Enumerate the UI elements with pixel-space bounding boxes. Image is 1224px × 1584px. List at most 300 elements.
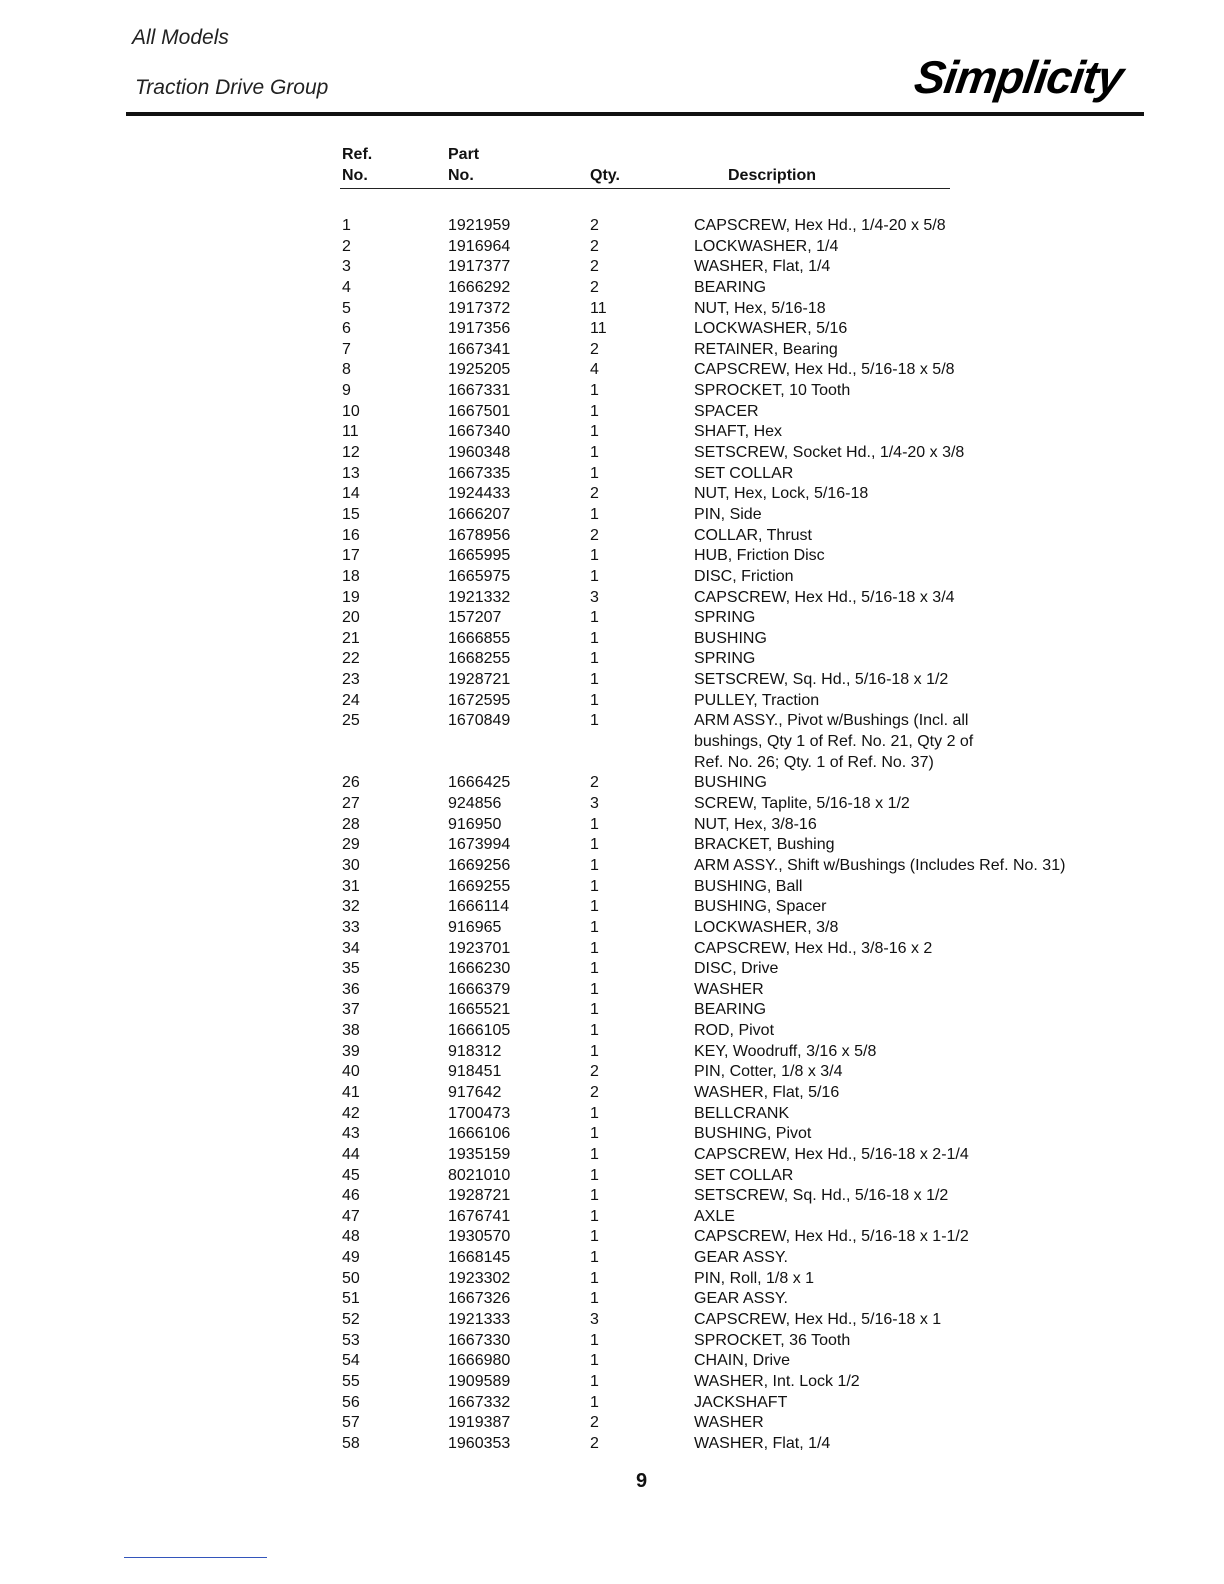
description-cell: BRACKET, Bushing xyxy=(694,836,835,854)
table-row xyxy=(0,608,1224,629)
ref-cell: 7 xyxy=(342,340,351,358)
qty-cell: 2 xyxy=(590,1414,599,1432)
ref-cell: 48 xyxy=(342,1228,360,1246)
table-row xyxy=(0,1166,1224,1187)
description-cell: WASHER, Int. Lock 1/2 xyxy=(694,1372,860,1390)
part-number-cell: 1666106 xyxy=(448,1125,511,1143)
ref-cell: 4 xyxy=(342,278,351,296)
table-row xyxy=(0,278,1224,299)
table-row xyxy=(0,1248,1224,1269)
part-number-cell: 1921333 xyxy=(448,1311,511,1329)
description-cell: SPRING xyxy=(694,609,756,627)
description-cell: BUSHING, Spacer xyxy=(694,898,827,916)
ref-cell: 20 xyxy=(342,609,360,627)
part-number-cell: 1921959 xyxy=(448,217,511,234)
ref-cell: 10 xyxy=(342,402,360,420)
description-cell: SET COLLAR xyxy=(694,1166,794,1184)
table-row xyxy=(0,1021,1224,1042)
part-number-cell: 916965 xyxy=(448,918,502,936)
ref-cell: 41 xyxy=(342,1083,360,1101)
description-cell: SET COLLAR xyxy=(694,464,794,482)
description-cell: WASHER, Flat, 5/16 xyxy=(694,1083,840,1101)
table-row xyxy=(0,546,1224,567)
qty-cell: 1 xyxy=(590,1207,599,1225)
ref-cell: 34 xyxy=(342,939,360,957)
ref-cell: 39 xyxy=(342,1042,360,1060)
description-cell: NUT, Hex, Lock, 5/16-18 xyxy=(694,485,869,503)
part-number-cell: 1928721 xyxy=(448,1187,511,1205)
part-number-cell: 1666230 xyxy=(448,960,511,978)
part-number-cell: 1667341 xyxy=(448,340,511,358)
part-number-cell: 1665995 xyxy=(448,547,511,565)
table-row xyxy=(0,629,1224,650)
part-number-cell: 1923701 xyxy=(448,939,511,957)
part-number-cell: 1928721 xyxy=(448,671,511,689)
description-cell: WASHER, Flat, 1/4 xyxy=(694,258,831,276)
description-cell: SCREW, Taplite, 5/16-18 x 1/2 xyxy=(694,795,910,813)
description-cell: SETSCREW, Socket Hd., 1/4-20 x 3/8 xyxy=(694,444,965,462)
ref-cell: 18 xyxy=(342,567,360,585)
description-cell: PIN, Cotter, 1/8 x 3/4 xyxy=(694,1063,843,1081)
column-header-ref-line2: No. xyxy=(342,167,368,184)
qty-cell: 1 xyxy=(590,856,599,874)
ref-cell: 22 xyxy=(342,650,360,668)
part-number-cell: 1676741 xyxy=(448,1207,511,1225)
ref-cell: 14 xyxy=(342,485,360,503)
qty-cell: 1 xyxy=(590,1022,599,1040)
description-cell: BELLCRANK xyxy=(694,1104,790,1122)
part-number-cell: 1916964 xyxy=(448,237,511,255)
table-row xyxy=(0,1434,1224,1455)
description-cell: PULLEY, Traction xyxy=(694,691,820,709)
ref-cell: 24 xyxy=(342,691,360,709)
table-row xyxy=(0,1042,1224,1063)
brand-logo: Simplicity xyxy=(911,51,1126,103)
description-cell: CHAIN, Drive xyxy=(694,1352,791,1370)
ref-cell: 8 xyxy=(342,361,351,379)
qty-cell: 1 xyxy=(590,464,599,482)
qty-cell: 1 xyxy=(590,1125,599,1143)
description-cell: LOCKWASHER, 5/16 xyxy=(694,320,848,338)
ref-cell: 3 xyxy=(342,258,351,276)
table-row xyxy=(0,1207,1224,1228)
part-number-cell: 1667501 xyxy=(448,402,511,420)
qty-cell: 1 xyxy=(590,1372,599,1390)
part-number-cell: 1673994 xyxy=(448,836,511,854)
part-number-cell: 1919387 xyxy=(448,1414,511,1432)
table-row xyxy=(0,1062,1224,1083)
description-cell: RETAINER, Bearing xyxy=(694,340,838,358)
table-row xyxy=(0,856,1224,877)
ref-cell: 17 xyxy=(342,547,360,565)
part-number-cell: 916950 xyxy=(448,815,502,833)
qty-cell: 1 xyxy=(590,444,599,462)
description-cell: HUB, Friction Disc xyxy=(694,547,825,565)
ref-cell: 51 xyxy=(342,1290,360,1308)
ref-cell: 52 xyxy=(342,1311,360,1329)
description-cell: WASHER, Flat, 1/4 xyxy=(694,1434,831,1452)
table-row xyxy=(0,360,1224,381)
section-title: Traction Drive Group xyxy=(135,76,329,99)
ref-cell: 33 xyxy=(342,918,360,936)
ref-cell: 50 xyxy=(342,1269,360,1287)
qty-cell: 1 xyxy=(590,609,599,627)
qty-cell: 1 xyxy=(590,1331,599,1349)
part-number-cell: 1960348 xyxy=(448,444,511,462)
part-number-cell: 1925205 xyxy=(448,361,511,379)
description-cell: DISC, Drive xyxy=(694,960,779,978)
ref-cell: 26 xyxy=(342,774,360,792)
ref-cell: 44 xyxy=(342,1145,360,1163)
qty-cell: 1 xyxy=(590,382,599,400)
qty-cell: 1 xyxy=(590,423,599,441)
description-cell: BEARING xyxy=(694,1001,767,1019)
qty-cell: 3 xyxy=(590,1311,599,1329)
description-cell: BUSHING xyxy=(694,629,767,647)
table-row xyxy=(0,939,1224,960)
ref-cell: 13 xyxy=(342,464,360,482)
part-number-cell: 1930570 xyxy=(448,1228,511,1246)
qty-cell: 1 xyxy=(590,1249,599,1267)
footer-rule xyxy=(124,1557,267,1558)
description-cell: SPACER xyxy=(694,402,759,420)
table-row xyxy=(0,381,1224,402)
qty-cell: 1 xyxy=(590,918,599,936)
description-cell: BUSHING, Pivot xyxy=(694,1125,812,1143)
part-number-cell: 1667331 xyxy=(448,382,511,400)
page-number: 9 xyxy=(636,1470,648,1492)
description-cell: GEAR ASSY. xyxy=(694,1249,788,1267)
part-number-cell: 1667335 xyxy=(448,464,511,482)
table-row xyxy=(0,959,1224,980)
table-row xyxy=(0,216,1224,237)
ref-cell: 53 xyxy=(342,1331,360,1349)
ref-cell: 1 xyxy=(342,217,351,234)
table-row xyxy=(0,340,1224,361)
qty-cell: 1 xyxy=(590,1269,599,1287)
description-cell: SETSCREW, Sq. Hd., 5/16-18 x 1/2 xyxy=(694,1187,949,1205)
ref-cell: 49 xyxy=(342,1249,360,1267)
ref-cell: 47 xyxy=(342,1207,360,1225)
qty-cell: 1 xyxy=(590,1001,599,1019)
part-number-cell: 1909589 xyxy=(448,1372,511,1390)
qty-cell: 3 xyxy=(590,588,599,606)
part-number-cell: 1670849 xyxy=(448,712,511,730)
description-cell: CAPSCREW, Hex Hd., 5/16-18 x 3/4 xyxy=(694,588,955,606)
part-number-cell: 1924433 xyxy=(448,485,511,503)
description-cell: SHAFT, Hex xyxy=(694,423,783,441)
description-cell: SETSCREW, Sq. Hd., 5/16-18 x 1/2 xyxy=(694,671,949,689)
ref-cell: 19 xyxy=(342,588,360,606)
column-header-part xyxy=(448,144,479,186)
ref-cell: 16 xyxy=(342,526,360,544)
table-row xyxy=(0,402,1224,423)
part-number-cell: 1923302 xyxy=(448,1269,511,1287)
table-row xyxy=(0,815,1224,836)
description-cell: BUSHING xyxy=(694,774,767,792)
part-number-cell: 1666292 xyxy=(448,278,511,296)
part-number-cell: 924856 xyxy=(448,795,502,813)
table-row xyxy=(0,1372,1224,1393)
qty-cell: 1 xyxy=(590,898,599,916)
qty-cell: 1 xyxy=(590,1228,599,1246)
ref-cell: 35 xyxy=(342,960,360,978)
column-header-part-line1: Part xyxy=(448,146,480,163)
description-cell: NUT, Hex, 5/16-18 xyxy=(694,299,826,317)
qty-cell: 1 xyxy=(590,1393,599,1411)
qty-cell: 2 xyxy=(590,258,599,276)
part-number-cell: 157207 xyxy=(448,609,502,627)
ref-cell: 30 xyxy=(342,856,360,874)
table-row xyxy=(0,897,1224,918)
part-number-cell: 8021010 xyxy=(448,1166,511,1184)
part-number-cell: 1700473 xyxy=(448,1104,511,1122)
part-number-cell: 1665521 xyxy=(448,1001,511,1019)
part-number-cell: 1666114 xyxy=(448,898,510,916)
table-row xyxy=(0,877,1224,898)
table-row xyxy=(0,1104,1224,1125)
part-number-cell: 1935159 xyxy=(448,1145,511,1163)
qty-cell: 2 xyxy=(590,485,599,503)
table-row xyxy=(0,918,1224,939)
qty-cell: 4 xyxy=(590,361,599,379)
table-row xyxy=(0,1413,1224,1434)
table-row xyxy=(0,1083,1224,1104)
column-header-qty: Qty. xyxy=(590,167,620,184)
ref-cell: 25 xyxy=(342,712,360,730)
qty-cell: 1 xyxy=(590,567,599,585)
part-number-cell: 1666980 xyxy=(448,1352,511,1370)
qty-cell: 2 xyxy=(590,1083,599,1101)
ref-cell: 11 xyxy=(342,423,359,441)
part-number-cell: 1917356 xyxy=(448,320,511,338)
qty-cell: 1 xyxy=(590,712,599,730)
part-number-cell: 1666379 xyxy=(448,980,511,998)
description-cell: LOCKWASHER, 1/4 xyxy=(694,237,839,255)
ref-cell: 45 xyxy=(342,1166,360,1184)
ref-cell: 29 xyxy=(342,836,360,854)
table-row xyxy=(0,237,1224,258)
qty-cell: 1 xyxy=(590,650,599,668)
part-number-cell: 1667332 xyxy=(448,1393,511,1411)
column-header-rule xyxy=(340,188,950,189)
part-number-cell: 1666855 xyxy=(448,629,511,647)
ref-cell: 31 xyxy=(342,877,360,895)
column-header-ref-line1: Ref. xyxy=(342,146,373,163)
ref-cell: 27 xyxy=(342,795,360,813)
qty-cell: 11 xyxy=(590,320,607,338)
ref-cell: 12 xyxy=(342,444,360,462)
table-row xyxy=(0,691,1224,712)
qty-cell: 1 xyxy=(590,1352,599,1370)
ref-cell: 9 xyxy=(342,382,351,400)
ref-cell: 2 xyxy=(342,237,351,255)
table-row xyxy=(0,1145,1224,1166)
ref-cell: 56 xyxy=(342,1393,360,1411)
ref-cell: 37 xyxy=(342,1001,360,1019)
description-cell: ARM ASSY., Pivot w/Bushings (Incl. all bushings, Qty 1 of Ref. No. 21, Qty 2 of Ref. No. 26; Qty. 1 of Ref. No. 37) xyxy=(694,712,974,771)
part-number-cell: 1667326 xyxy=(448,1290,511,1308)
qty-cell: 2 xyxy=(590,340,599,358)
qty-cell: 2 xyxy=(590,217,599,234)
table-row xyxy=(0,1331,1224,1352)
ref-cell: 54 xyxy=(342,1352,360,1370)
table-row xyxy=(0,794,1224,815)
description-cell: BUSHING, Ball xyxy=(694,877,803,895)
description-cell: COLLAR, Thrust xyxy=(694,526,812,544)
ref-cell: 42 xyxy=(342,1104,360,1122)
ref-cell: 40 xyxy=(342,1063,360,1081)
description-cell: CAPSCREW, Hex Hd., 5/16-18 x 2-1/4 xyxy=(694,1145,969,1163)
description-cell: SPROCKET, 36 Tooth xyxy=(694,1331,851,1349)
description-cell: WASHER xyxy=(694,1414,764,1432)
part-number-cell: 1917377 xyxy=(448,258,511,276)
description-cell: ARM ASSY., Shift w/Bushings (Includes Ref. No. 31) xyxy=(694,856,1066,874)
qty-cell: 1 xyxy=(590,671,599,689)
part-number-cell: 918312 xyxy=(448,1042,502,1060)
qty-cell: 2 xyxy=(590,237,599,255)
table-row xyxy=(0,526,1224,547)
column-header-description: Description xyxy=(728,167,817,184)
description-cell: SPRING xyxy=(694,650,756,668)
table-row xyxy=(0,1000,1224,1021)
ref-cell: 32 xyxy=(342,898,360,916)
table-row xyxy=(0,257,1224,278)
table-row xyxy=(0,1227,1224,1248)
table-row xyxy=(0,835,1224,856)
description-cell: CAPSCREW, Hex Hd., 5/16-18 x 5/8 xyxy=(694,361,955,379)
qty-cell: 11 xyxy=(590,299,607,317)
table-row xyxy=(0,1269,1224,1290)
description-cell: BEARING xyxy=(694,278,767,296)
description-cell: KEY, Woodruff, 3/16 x 5/8 xyxy=(694,1042,877,1060)
part-number-cell: 1666425 xyxy=(448,774,511,792)
description-cell: GEAR ASSY. xyxy=(694,1290,788,1308)
part-number-cell: 1668255 xyxy=(448,650,511,668)
qty-cell: 1 xyxy=(590,815,599,833)
ref-cell: 55 xyxy=(342,1372,360,1390)
ref-cell: 23 xyxy=(342,671,360,689)
part-number-cell: 1667330 xyxy=(448,1331,511,1349)
part-number-cell: 918451 xyxy=(448,1063,502,1081)
description-cell: CAPSCREW, Hex Hd., 3/8-16 x 2 xyxy=(694,939,933,957)
part-number-cell: 1678956 xyxy=(448,526,511,544)
models-label: All Models xyxy=(132,26,229,49)
qty-cell: 2 xyxy=(590,774,599,792)
qty-cell: 1 xyxy=(590,547,599,565)
part-number-cell: 1666207 xyxy=(448,505,511,523)
part-number-cell: 1917372 xyxy=(448,299,511,317)
qty-cell: 1 xyxy=(590,1166,599,1184)
table-row xyxy=(0,299,1224,320)
qty-cell: 2 xyxy=(590,526,599,544)
table-row xyxy=(0,649,1224,670)
table-row xyxy=(0,567,1224,588)
part-number-cell: 917642 xyxy=(448,1083,502,1101)
ref-cell: 6 xyxy=(342,320,351,338)
table-row xyxy=(0,1393,1224,1414)
part-number-cell: 1665975 xyxy=(448,567,511,585)
part-number-cell: 1669256 xyxy=(448,856,511,874)
table-row xyxy=(0,1289,1224,1310)
ref-cell: 57 xyxy=(342,1414,360,1432)
qty-cell: 1 xyxy=(590,836,599,854)
description-cell: JACKSHAFT xyxy=(694,1393,788,1411)
qty-cell: 1 xyxy=(590,505,599,523)
part-number-cell: 1669255 xyxy=(448,877,511,895)
description-cell: ROD, Pivot xyxy=(694,1022,775,1040)
qty-cell: 1 xyxy=(590,1145,599,1163)
qty-cell: 1 xyxy=(590,939,599,957)
table-row xyxy=(0,980,1224,1001)
ref-cell: 36 xyxy=(342,980,360,998)
qty-cell: 1 xyxy=(590,877,599,895)
description-cell: CAPSCREW, Hex Hd., 5/16-18 x 1-1/2 xyxy=(694,1228,969,1246)
ref-cell: 46 xyxy=(342,1187,360,1205)
description-cell: CAPSCREW, Hex Hd., 1/4-20 x 5/8 xyxy=(694,217,946,234)
table-row xyxy=(0,1124,1224,1145)
qty-cell: 2 xyxy=(590,1434,599,1452)
ref-cell: 5 xyxy=(342,299,351,317)
description-cell: PIN, Side xyxy=(694,505,762,523)
description-cell: AXLE xyxy=(694,1207,735,1225)
table-row xyxy=(0,1310,1224,1331)
qty-cell: 3 xyxy=(590,795,599,813)
table-row xyxy=(0,443,1224,464)
table-row xyxy=(0,670,1224,691)
qty-cell: 1 xyxy=(590,1104,599,1122)
table-row xyxy=(0,711,1224,773)
table-row xyxy=(0,484,1224,505)
ref-cell: 15 xyxy=(342,505,360,523)
ref-cell: 38 xyxy=(342,1022,360,1040)
ref-cell: 28 xyxy=(342,815,360,833)
qty-cell: 1 xyxy=(590,960,599,978)
description-cell: CAPSCREW, Hex Hd., 5/16-18 x 1 xyxy=(694,1311,942,1329)
table-row xyxy=(0,505,1224,526)
part-number-cell: 1666105 xyxy=(448,1022,511,1040)
ref-cell: 21 xyxy=(342,629,360,647)
part-number-cell: 1668145 xyxy=(448,1249,511,1267)
qty-cell: 1 xyxy=(590,402,599,420)
table-row xyxy=(0,773,1224,794)
description-cell: LOCKWASHER, 3/8 xyxy=(694,918,839,936)
qty-cell: 1 xyxy=(590,1187,599,1205)
description-cell: SPROCKET, 10 Tooth xyxy=(694,382,851,400)
qty-cell: 2 xyxy=(590,278,599,296)
part-number-cell: 1667340 xyxy=(448,423,511,441)
table-row xyxy=(0,1351,1224,1372)
part-number-cell: 1960353 xyxy=(448,1434,511,1452)
table-row xyxy=(0,588,1224,609)
ref-cell: 43 xyxy=(342,1125,360,1143)
description-cell: DISC, Friction xyxy=(694,567,794,585)
qty-cell: 1 xyxy=(590,629,599,647)
description-cell: PIN, Roll, 1/8 x 1 xyxy=(694,1269,815,1287)
description-cell: NUT, Hex, 3/8-16 xyxy=(694,815,817,833)
parts-table xyxy=(0,216,1224,1455)
part-number-cell: 1921332 xyxy=(448,588,511,606)
qty-cell: 1 xyxy=(590,691,599,709)
description-cell: WASHER xyxy=(694,980,764,998)
table-row xyxy=(0,422,1224,443)
column-header-ref xyxy=(342,144,372,186)
part-number-cell: 1672595 xyxy=(448,691,511,709)
qty-cell: 2 xyxy=(590,1063,599,1081)
ref-cell: 58 xyxy=(342,1434,360,1452)
qty-cell: 1 xyxy=(590,1290,599,1308)
header-rule xyxy=(126,112,1144,116)
